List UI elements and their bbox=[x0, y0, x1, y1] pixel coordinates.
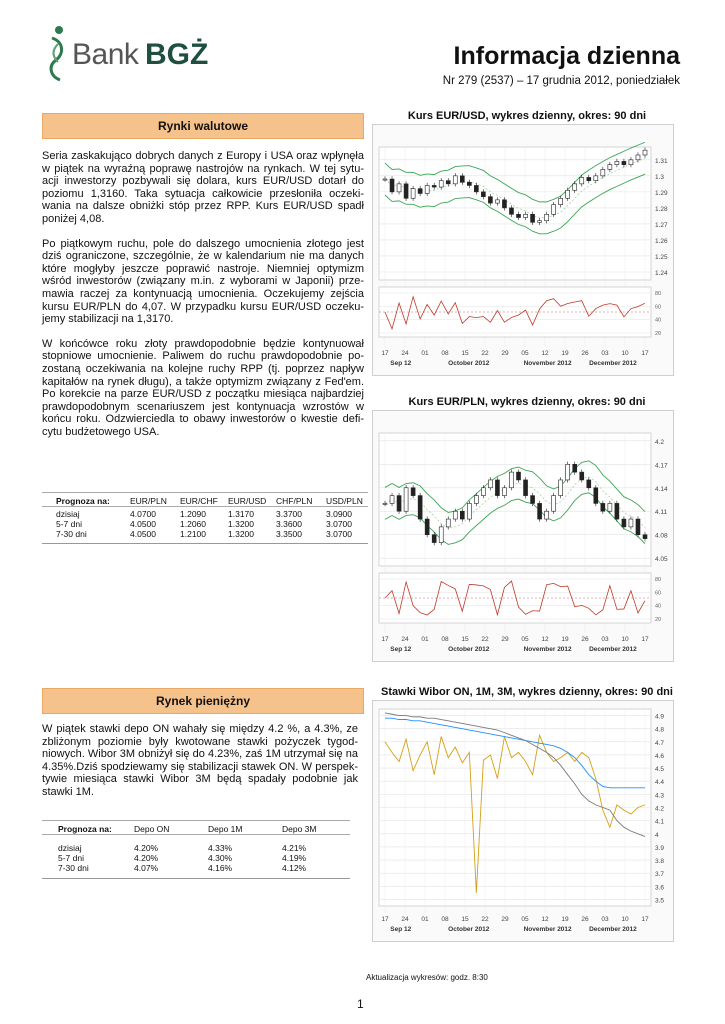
table-header-cell: Depo ON bbox=[134, 824, 170, 834]
table-cell: 5-7 dni bbox=[56, 519, 82, 529]
fx-forecast-table bbox=[42, 492, 368, 544]
chart-eurpln-svg bbox=[373, 411, 673, 661]
candle bbox=[587, 177, 591, 180]
table-header-cell: CHF/PLN bbox=[276, 496, 313, 506]
indicator-tick-label: 80 bbox=[655, 577, 662, 583]
candle bbox=[453, 176, 457, 184]
x-tick-label: 05 bbox=[521, 636, 529, 643]
candle bbox=[411, 189, 415, 199]
x-tick-label: 10 bbox=[621, 350, 629, 357]
y-tick-label: 4.9 bbox=[655, 713, 665, 721]
candle bbox=[404, 488, 408, 511]
table-cell: 4.12% bbox=[282, 863, 307, 873]
y-tick-label: 1.31 bbox=[655, 157, 668, 165]
table-cell: 3.3700 bbox=[276, 509, 302, 519]
candle bbox=[446, 181, 450, 184]
table-cell: 1.2090 bbox=[180, 509, 206, 519]
x-tick-label: 19 bbox=[561, 636, 569, 643]
fx-paragraph-3: W końcówce roku złoty prawdopodobnie będzie kontynuował stopniowe umocnienie. Paliwem do ruchu prawdopodobnie po-zostaną oczekiwania na kolejne ruchy RPP (tj. poprzez napływ kapitałów na rynek długu), a także optymizm związany z Fed'em. Po korekcie na parze EUR/USD z początku miesiąca najbardziej prawdopodobnym scenariuszem jest kontynuacja wzrostów w końcu roku. Odzwierciedla to obawy inwestorów o kwestie defi-cytu budżetowego USA. bbox=[42, 337, 364, 438]
table-cell: 4.20% bbox=[134, 843, 159, 853]
candle bbox=[573, 184, 577, 190]
table-cell: dzisiaj bbox=[58, 843, 82, 853]
page-subtitle: Nr 279 (2537) – 17 grudnia 2012, poniedziałek bbox=[442, 75, 680, 87]
y-tick-label: 1.29 bbox=[655, 189, 668, 197]
chart-title-eurusd: Kurs EUR/USD, wykres dzienny, okres: 90 dni bbox=[407, 110, 647, 122]
candle bbox=[524, 214, 528, 217]
x-tick-label: 15 bbox=[461, 350, 469, 357]
y-tick-label: 3.5 bbox=[655, 897, 665, 905]
x-tick-label: 29 bbox=[501, 916, 509, 923]
logo-bank-text: Bank bbox=[72, 38, 139, 71]
candle bbox=[566, 464, 570, 480]
table-cell: 3.0700 bbox=[326, 519, 352, 529]
chart-eurusd bbox=[372, 124, 674, 376]
candle bbox=[390, 179, 394, 192]
candle bbox=[545, 214, 549, 220]
x-tick-label: 17 bbox=[641, 350, 649, 357]
table-row bbox=[42, 843, 350, 853]
month-label: October 2012 bbox=[448, 646, 490, 653]
table-cell: 4.07% bbox=[134, 863, 159, 873]
table-header-cell: Prognoza na: bbox=[58, 824, 112, 834]
indicator-tick-label: 20 bbox=[655, 331, 662, 337]
candle bbox=[615, 503, 619, 519]
x-tick-label: 26 bbox=[581, 916, 589, 923]
candle bbox=[552, 496, 556, 512]
y-tick-label: 4.4 bbox=[655, 779, 665, 787]
table-cell: 4.33% bbox=[208, 843, 233, 853]
y-tick-label: 4.2 bbox=[655, 805, 665, 813]
mm-paragraph: W piątek stawki depo ON wahały się między 4.2 %, a 4.3%, ze zbliżonym poziomie były kwotowane stawki pożyczek tygod-niowych. Wibor 3M obniżył się do 4.23%, zaś 1M utrzymał się na 4.35%.Dziś spodziewamy się stabilizacji stawek ON. W perspek-tywie miesiąca stawki Wibor 3M będą spadały podobnie jak stawki 1M. bbox=[42, 723, 358, 798]
table-cell: 4.0500 bbox=[130, 529, 156, 539]
candle bbox=[509, 208, 513, 214]
table-cell: 4.20% bbox=[134, 853, 159, 863]
candle bbox=[594, 176, 598, 181]
table-cell: 5-7 dni bbox=[58, 853, 84, 863]
x-tick-label: 17 bbox=[381, 636, 389, 643]
table-cell: 3.3500 bbox=[276, 529, 302, 539]
candle bbox=[552, 205, 556, 215]
month-label: December 2012 bbox=[589, 646, 637, 653]
table-header-cell: EUR/CHF bbox=[180, 496, 218, 506]
x-tick-label: 03 bbox=[601, 636, 609, 643]
table-cell: 4.0500 bbox=[130, 519, 156, 529]
table-row bbox=[42, 853, 350, 863]
chart-title-eurpln: Kurs EUR/PLN, wykres dzienny, okres: 90 dni bbox=[408, 396, 646, 408]
candle bbox=[502, 200, 506, 208]
x-tick-label: 17 bbox=[381, 350, 389, 357]
y-tick-label: 4.05 bbox=[655, 556, 668, 564]
candle bbox=[460, 176, 464, 182]
candle bbox=[474, 185, 478, 191]
x-tick-label: 10 bbox=[621, 916, 629, 923]
y-tick-label: 4.2 bbox=[655, 438, 665, 446]
candle bbox=[383, 179, 387, 180]
candle bbox=[390, 496, 394, 504]
indicator-tick-label: 60 bbox=[655, 590, 662, 597]
page-title: Informacja dzienna bbox=[453, 42, 680, 70]
x-tick-label: 15 bbox=[461, 636, 469, 643]
table-cell: 4.16% bbox=[208, 863, 233, 873]
fx-section-heading: Rynki walutowe bbox=[42, 113, 364, 139]
month-label: October 2012 bbox=[448, 360, 490, 367]
x-tick-label: 05 bbox=[521, 350, 529, 357]
table-row bbox=[42, 863, 350, 873]
candle bbox=[411, 488, 415, 496]
candle bbox=[404, 184, 408, 198]
table-cell: 4.21% bbox=[282, 843, 307, 853]
x-tick-label: 17 bbox=[381, 916, 389, 923]
table-row bbox=[42, 509, 368, 519]
candle bbox=[495, 480, 499, 496]
candle bbox=[629, 160, 633, 165]
bank-logo-icon bbox=[42, 24, 72, 84]
mm-forecast-table bbox=[42, 820, 350, 879]
chart-eurusd-svg bbox=[373, 125, 673, 375]
candle bbox=[636, 155, 640, 160]
y-tick-label: 3.7 bbox=[655, 871, 665, 879]
y-tick-label: 1.28 bbox=[655, 205, 668, 213]
candle bbox=[397, 496, 401, 512]
candle bbox=[517, 214, 521, 217]
candle bbox=[418, 496, 422, 519]
x-tick-label: 19 bbox=[561, 350, 569, 357]
y-tick-label: 4.14 bbox=[655, 485, 668, 493]
x-tick-label: 29 bbox=[501, 350, 509, 357]
candle bbox=[594, 488, 598, 504]
fx-paragraph-1: Seria zaskakująco dobrych danych z Europy i USA oraz wpłynęła w piątek na wyraźną poprawę nastrojów na rynkach. W tej sytu-acji inwestorzy pozbywali się dolara, kurs EUR/USD dotarł do poziomu 1,3160. Taka sytuacja całkowicie przesłoniła oczeki-wania na dalsze obniżki stóp przez RPP. Kurs EUR/USD spadł poniżej 4,08. bbox=[42, 150, 364, 225]
y-tick-label: 4 bbox=[655, 831, 659, 839]
x-tick-label: 22 bbox=[481, 916, 489, 923]
y-tick-label: 1.26 bbox=[655, 237, 668, 245]
candle bbox=[502, 488, 506, 496]
x-tick-label: 15 bbox=[461, 916, 469, 923]
y-tick-label: 1.24 bbox=[655, 269, 668, 277]
table-cell: 4.19% bbox=[282, 853, 307, 863]
table-header-cell: Prognoza na: bbox=[56, 496, 110, 506]
candle bbox=[453, 511, 457, 519]
candle bbox=[446, 519, 450, 527]
candle bbox=[622, 519, 626, 527]
candle bbox=[559, 480, 563, 496]
x-tick-label: 01 bbox=[421, 350, 429, 357]
mm-table-header bbox=[42, 824, 350, 835]
x-tick-label: 08 bbox=[441, 916, 449, 923]
fx-text bbox=[42, 150, 364, 438]
x-tick-label: 19 bbox=[561, 916, 569, 923]
table-cell: 1.2060 bbox=[180, 519, 206, 529]
indicator-tick-label: 80 bbox=[655, 291, 662, 297]
y-tick-label: 4.6 bbox=[655, 752, 665, 760]
candle bbox=[545, 511, 549, 519]
candle bbox=[467, 503, 471, 519]
candle bbox=[531, 214, 535, 222]
y-tick-label: 4.7 bbox=[655, 739, 665, 747]
y-tick-label: 4.17 bbox=[655, 462, 668, 470]
chart-title-wibor: Stawki Wibor ON, 1M, 3M, wykres dzienny, okres: 90 dni bbox=[381, 686, 673, 698]
table-cell: 3.0700 bbox=[326, 529, 352, 539]
table-cell: dzisiaj bbox=[56, 509, 80, 519]
candle bbox=[524, 480, 528, 496]
table-header-cell: USD/PLN bbox=[326, 496, 363, 506]
table-row bbox=[42, 519, 368, 529]
table-row bbox=[42, 529, 368, 539]
table-cell: 3.3600 bbox=[276, 519, 302, 529]
chart-eurpln bbox=[372, 410, 674, 662]
candle bbox=[643, 150, 647, 155]
month-label: Sep 12 bbox=[390, 646, 412, 653]
y-tick-label: 1.3 bbox=[655, 173, 665, 181]
candle bbox=[601, 503, 605, 511]
chart-wibor-svg bbox=[373, 701, 673, 941]
candle bbox=[488, 197, 492, 203]
x-tick-label: 10 bbox=[621, 636, 629, 643]
x-tick-label: 24 bbox=[401, 916, 409, 923]
candle bbox=[573, 464, 577, 472]
candle bbox=[531, 496, 535, 504]
x-tick-label: 29 bbox=[501, 636, 509, 643]
x-tick-label: 12 bbox=[541, 636, 549, 643]
candle bbox=[425, 185, 429, 193]
x-tick-label: 17 bbox=[641, 636, 649, 643]
logo bbox=[42, 24, 222, 84]
month-label: November 2012 bbox=[523, 360, 572, 367]
candle bbox=[481, 192, 485, 197]
x-tick-label: 24 bbox=[401, 350, 409, 357]
candle bbox=[432, 185, 436, 187]
candle bbox=[608, 165, 612, 170]
indicator-tick-label: 40 bbox=[655, 603, 662, 610]
x-tick-label: 03 bbox=[601, 350, 609, 357]
x-tick-label: 08 bbox=[441, 636, 449, 643]
y-tick-label: 3.6 bbox=[655, 884, 665, 892]
candle bbox=[566, 190, 570, 198]
y-tick-label: 1.27 bbox=[655, 221, 668, 229]
candle bbox=[460, 511, 464, 519]
month-label: Sep 12 bbox=[390, 926, 412, 933]
month-label: December 2012 bbox=[589, 360, 637, 367]
candle bbox=[580, 472, 584, 480]
y-tick-label: 3.8 bbox=[655, 858, 665, 866]
month-label: Sep 12 bbox=[390, 360, 412, 367]
candle bbox=[495, 200, 499, 203]
x-tick-label: 24 bbox=[401, 636, 409, 643]
table-cell: 7-30 dni bbox=[56, 529, 87, 539]
candle bbox=[622, 161, 626, 164]
logo-bgz-text: BGŻ bbox=[145, 38, 209, 71]
table-header-cell: EUR/PLN bbox=[130, 496, 167, 506]
candle bbox=[517, 472, 521, 480]
candle bbox=[629, 519, 633, 527]
x-tick-label: 26 bbox=[581, 350, 589, 357]
candle bbox=[488, 480, 492, 488]
candle bbox=[538, 221, 542, 223]
candle bbox=[587, 480, 591, 488]
table-cell: 4.0700 bbox=[130, 509, 156, 519]
candle bbox=[559, 198, 563, 204]
candle bbox=[580, 177, 584, 183]
table-header-cell: EUR/USD bbox=[228, 496, 267, 506]
candle bbox=[615, 161, 619, 164]
indicator-tick-label: 40 bbox=[655, 317, 662, 324]
candle bbox=[439, 181, 443, 187]
x-tick-label: 03 bbox=[601, 916, 609, 923]
candle bbox=[636, 519, 640, 535]
month-label: November 2012 bbox=[523, 646, 572, 653]
y-tick-label: 3.9 bbox=[655, 844, 665, 852]
y-tick-label: 4.3 bbox=[655, 792, 665, 800]
month-label: October 2012 bbox=[448, 926, 490, 933]
page-number: 1 bbox=[357, 997, 364, 1011]
mm-section-heading: Rynek pieniężny bbox=[42, 688, 364, 714]
candle bbox=[439, 527, 443, 543]
candle bbox=[425, 519, 429, 535]
x-tick-label: 17 bbox=[641, 916, 649, 923]
candle bbox=[509, 472, 513, 488]
y-tick-label: 4.08 bbox=[655, 532, 668, 540]
indicator-tick-label: 20 bbox=[655, 617, 662, 623]
x-tick-label: 12 bbox=[541, 916, 549, 923]
candle bbox=[643, 535, 647, 539]
table-cell: 3.0900 bbox=[326, 509, 352, 519]
candle bbox=[383, 503, 387, 504]
candle bbox=[432, 535, 436, 543]
y-tick-label: 4.1 bbox=[655, 818, 665, 826]
y-tick-label: 1.25 bbox=[655, 253, 668, 261]
candle bbox=[474, 496, 478, 504]
candle bbox=[601, 169, 605, 175]
candle bbox=[418, 189, 422, 194]
table-cell: 7-30 dni bbox=[58, 863, 89, 873]
y-tick-label: 4.11 bbox=[655, 509, 668, 517]
x-tick-label: 01 bbox=[421, 916, 429, 923]
y-tick-label: 4.8 bbox=[655, 726, 665, 734]
table-header-cell: Depo 1M bbox=[208, 824, 243, 834]
table-cell: 4.30% bbox=[208, 853, 233, 863]
x-tick-label: 12 bbox=[541, 350, 549, 357]
month-label: December 2012 bbox=[589, 926, 637, 933]
candle bbox=[608, 503, 612, 511]
table-cell: 1.2100 bbox=[180, 529, 206, 539]
x-tick-label: 05 bbox=[521, 916, 529, 923]
candle bbox=[467, 182, 471, 185]
fx-paragraph-2: Po piątkowym ruchu, pole do dalszego umocnienia złotego jest dziś ograniczone, szczególnie, że w kalendarium nie ma danych które mogłyby jeszcze poprawić nastroje. Niemniej optymizm wśród inwestorów (związany m.in. z wyborami w Japonii) prze-mawia raczej za kontynuacją umocnienia. Oczekujemy zejścia kursu EUR/PLN do 4,07. W przypadku kursu EUR/USD oczeku-jemy stabilizacji na 1,3170. bbox=[42, 237, 364, 326]
y-tick-label: 4.5 bbox=[655, 766, 665, 774]
x-tick-label: 01 bbox=[421, 636, 429, 643]
indicator-tick-label: 60 bbox=[655, 304, 662, 311]
x-tick-label: 08 bbox=[441, 350, 449, 357]
x-tick-label: 26 bbox=[581, 636, 589, 643]
table-cell: 1.3200 bbox=[228, 519, 254, 529]
candle bbox=[481, 488, 485, 496]
table-cell: 1.3200 bbox=[228, 529, 254, 539]
fx-table-header bbox=[42, 496, 368, 507]
month-label: November 2012 bbox=[523, 926, 572, 933]
x-tick-label: 22 bbox=[481, 636, 489, 643]
chart-wibor bbox=[372, 700, 674, 942]
x-tick-label: 22 bbox=[481, 350, 489, 357]
candle bbox=[397, 184, 401, 192]
table-header-cell: Depo 3M bbox=[282, 824, 317, 834]
candle bbox=[538, 503, 542, 519]
table-cell: 1.3170 bbox=[228, 509, 254, 519]
update-note: Aktualizacja wykresów: godz. 8:30 bbox=[366, 973, 488, 982]
